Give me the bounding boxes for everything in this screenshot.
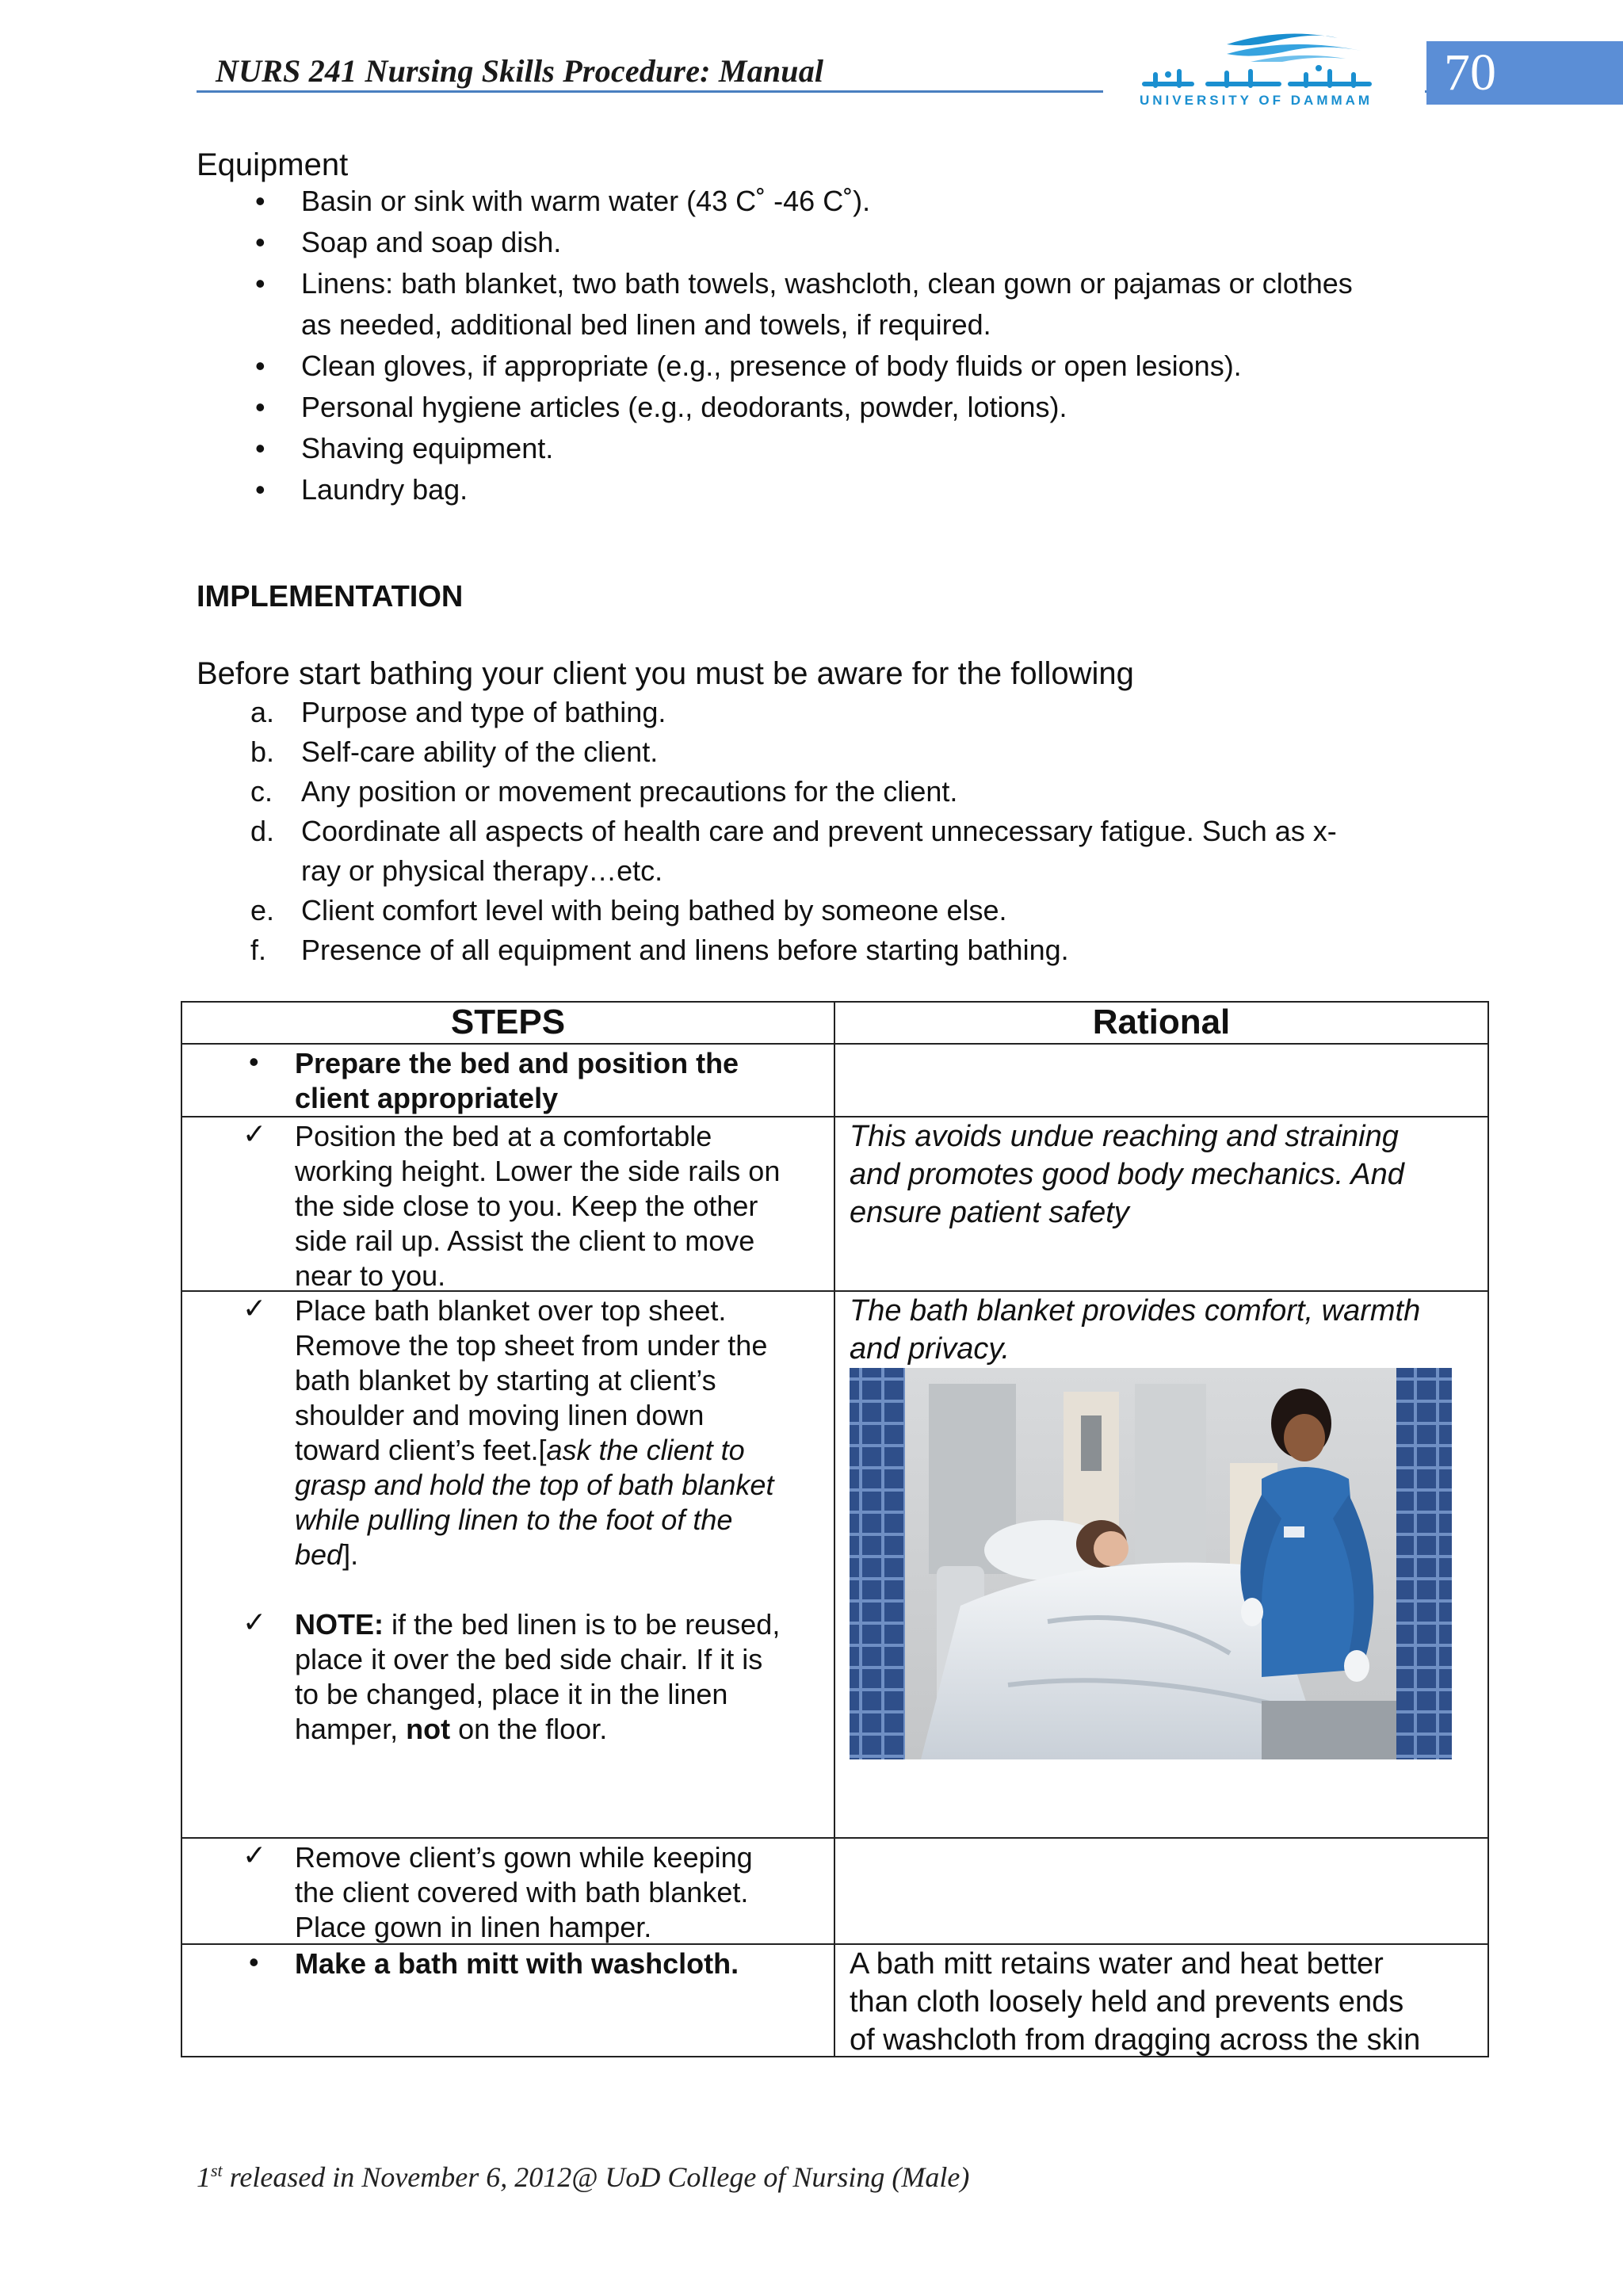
- bullet-marker: •: [249, 1946, 259, 1978]
- implementation-intro: Before start bathing your client you must be aware for the following: [197, 656, 1134, 691]
- column-header-steps: STEPS: [450, 1003, 566, 1041]
- list-item: • Basin or sink with warm water (43 C˚ -46 C˚).: [198, 181, 1434, 222]
- list-item: • Laundry bag.: [198, 469, 1434, 510]
- header-rule: [197, 90, 1103, 93]
- table-row: Make a bath mitt with washcloth.: [295, 1947, 739, 1980]
- list-item: b. Self-care ability of the client.: [250, 735, 659, 768]
- footer-release-note: 1st released in November 6, 2012@ UoD College of Nursing (Male): [197, 2160, 970, 2193]
- table-row-divider: [181, 1837, 1489, 1839]
- list-item: • Linens: bath blanket, two bath towels, washcloth, clean gown or pajamas or clothes: [198, 263, 1434, 304]
- equipment-heading: Equipment: [197, 147, 349, 182]
- implementation-heading: IMPLEMENTATION: [197, 580, 464, 613]
- table-row-divider: [181, 1043, 1489, 1045]
- table-row: Place bath blanket over top sheet. Remove the top sheet from under the bath blanket by starting at client’s shoulder and moving linen down toward client’s feet.[ask the client to grasp and hold the top of bath blanket while pulling linen to the foot of the bed].: [295, 1294, 774, 1571]
- equipment-list: [198, 181, 1434, 510]
- page-number: 70: [1444, 44, 1496, 101]
- list-item: • Personal hygiene articles (e.g., deodorants, powder, lotions).: [198, 387, 1434, 428]
- list-item: c. Any position or movement precautions for the client.: [250, 775, 958, 808]
- table-column-divider: [834, 1001, 835, 2057]
- list-item: • Soap and soap dish.: [198, 222, 1434, 263]
- rational-text: This avoids undue reaching and straining and promotes good body mechanics. And ensure patient safety: [850, 1120, 1404, 1229]
- implementation-list: [198, 693, 1434, 970]
- list-item: • Shaving equipment.: [198, 428, 1434, 469]
- header-title: NURS 241 Nursing Skills Procedure: Manual: [216, 53, 824, 89]
- list-item-continuation: ray or physical therapy…etc.: [301, 854, 663, 887]
- table-row: Prepare the bed and position the client appropriately: [295, 1047, 739, 1114]
- bullet-marker: •: [249, 1045, 259, 1078]
- svg-text:UNIVERSITY OF DAMMAM: UNIVERSITY OF DAMMAM: [1140, 93, 1373, 108]
- column-header-rational: Rational: [1092, 1003, 1231, 1041]
- checkmark-icon: ✓: [242, 1292, 267, 1324]
- list-item: • Clean gloves, if appropriate (e.g., presence of body fluids or open lesions).: [198, 346, 1434, 387]
- checkmark-icon: ✓: [242, 1606, 267, 1638]
- list-item: d. Coordinate all aspects of health care and prevent unnecessary fatigue. Such as x-: [250, 815, 1337, 847]
- note-text: NOTE: if the bed linen is to be reused, place it over the bed side chair. If it is to be changed, place it in the linen hamper, not on the floor.: [295, 1608, 781, 1745]
- checkmark-icon: ✓: [242, 1839, 267, 1871]
- table-row: Position the bed at a comfortable working height. Lower the side rails on the side close to you. Keep the other side rail up. Assist the client to move near to you.: [295, 1120, 781, 1292]
- list-item: a. Purpose and type of bathing.: [250, 696, 666, 728]
- rational-text: The bath blanket provides comfort, warmth and privacy.: [850, 1294, 1421, 1366]
- rational-text: A bath mitt retains water and heat better than cloth loosely held and prevents ends of washcloth from dragging across the skin: [850, 1947, 1421, 2057]
- list-item: f. Presence of all equipment and linens before starting bathing.: [250, 934, 1069, 966]
- list-item-continuation: as needed, additional bed linen and towels, if required.: [301, 308, 991, 341]
- table-row: Remove client’s gown while keeping the client covered with bath blanket. Place gown in linen hamper.: [295, 1841, 753, 1943]
- checkmark-icon: ✓: [242, 1117, 267, 1150]
- bath-blanket-photo: [850, 1368, 1452, 1759]
- list-item: e. Client comfort level with being bathed by someone else.: [250, 894, 1007, 926]
- university-logo: [1132, 27, 1393, 109]
